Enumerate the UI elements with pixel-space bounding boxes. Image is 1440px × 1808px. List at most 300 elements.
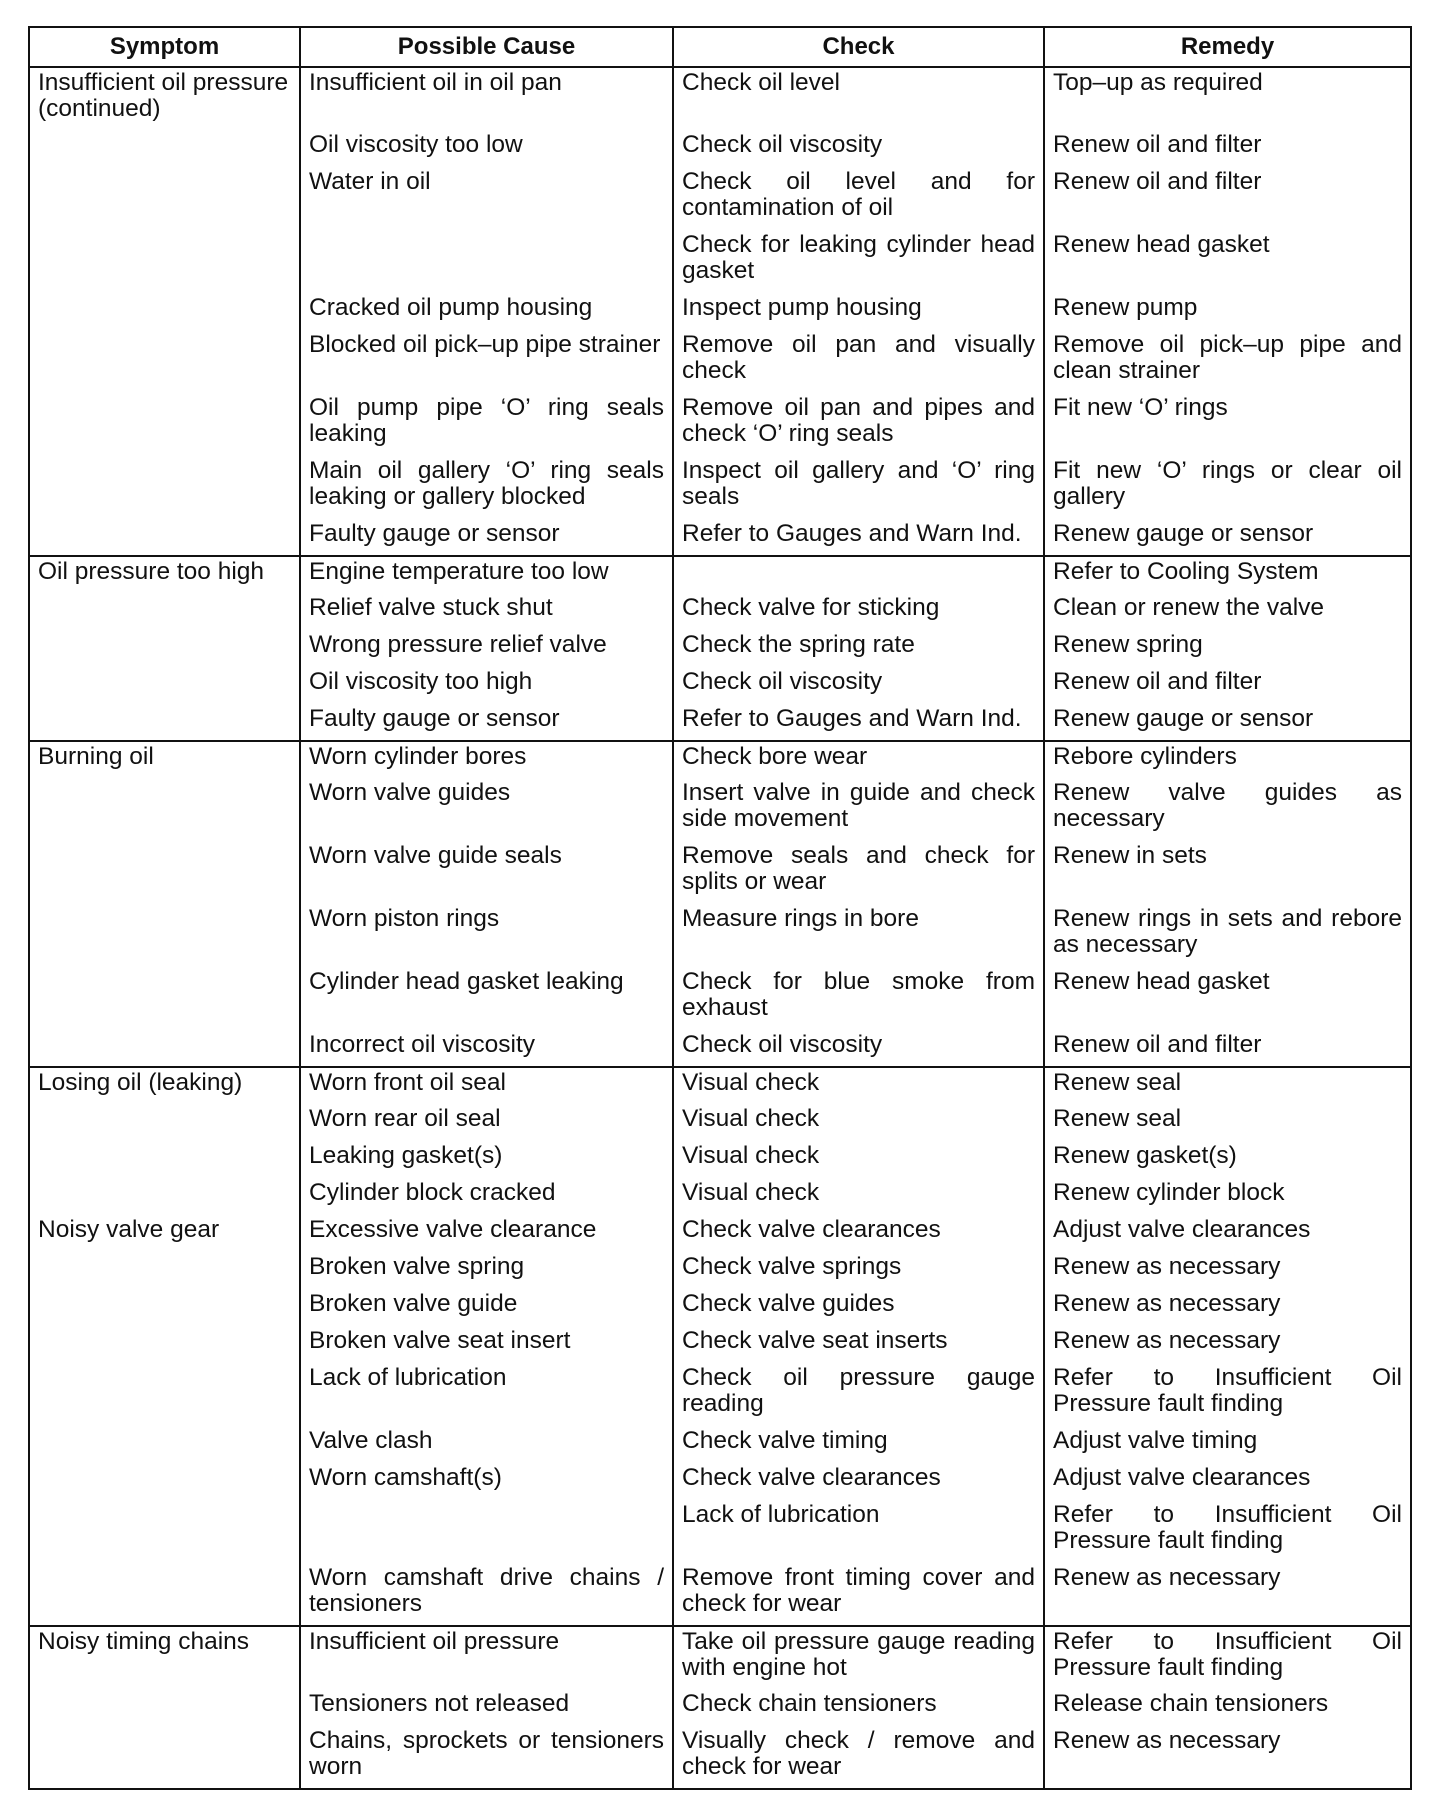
- possible-cause-cell: [300, 967, 673, 1030]
- symptom-cell-text: [38, 293, 291, 295]
- table-row: [29, 967, 1411, 1030]
- check-cell-text: Check for leaking cylinder head gasket: [682, 231, 1035, 284]
- symptom-cell: [29, 393, 300, 456]
- remedy-cell: [1044, 1178, 1411, 1215]
- remedy-cell-text: Renew head gasket: [1053, 968, 1270, 995]
- table-row: [29, 1626, 1411, 1689]
- possible-cause-cell: [300, 519, 673, 556]
- check-cell-text: Check valve clearances: [682, 1216, 941, 1243]
- remedy-cell-text: Renew as necessary: [1053, 1290, 1281, 1317]
- possible-cause-cell: [300, 1563, 673, 1626]
- possible-cause-cell: [300, 130, 673, 167]
- remedy-cell: [1044, 1326, 1411, 1363]
- table-row: [29, 1289, 1411, 1326]
- possible-cause-cell: [300, 1178, 673, 1215]
- check-cell-text: Check valve for sticking: [682, 594, 940, 621]
- symptom-cell-text: Losing oil (leaking): [38, 1069, 243, 1096]
- table-body: [29, 67, 1411, 1789]
- symptom-cell-text: [38, 167, 291, 169]
- check-cell-text: Check valve seat inserts: [682, 1327, 948, 1354]
- symptom-cell-text: [38, 1178, 291, 1180]
- possible-cause-cell: [300, 593, 673, 630]
- possible-cause-cell-text: Worn valve guide seals: [309, 842, 562, 869]
- remedy-cell: [1044, 130, 1411, 167]
- remedy-cell: [1044, 1689, 1411, 1726]
- remedy-cell-text: Renew head gasket: [1053, 231, 1270, 258]
- symptom-cell-text: [38, 1463, 291, 1465]
- check-cell-text: Check oil viscosity: [682, 131, 883, 158]
- check-cell: [673, 1215, 1044, 1252]
- check-cell: [673, 841, 1044, 904]
- possible-cause-cell-text: Chains, sprockets or tensioners worn: [309, 1727, 664, 1780]
- check-cell-text: Remove oil pan and visually check: [682, 331, 1035, 384]
- symptom-cell-text: [38, 230, 291, 232]
- symptom-cell: [29, 967, 300, 1030]
- remedy-cell-text: Rebore cylinders: [1053, 743, 1237, 770]
- check-cell-text: Check oil level: [682, 69, 840, 96]
- possible-cause-cell: [300, 556, 673, 593]
- symptom-cell-text: [38, 1363, 291, 1365]
- possible-cause-cell-text: Blocked oil pick–up pipe strainer: [309, 331, 661, 358]
- symptom-cell: [29, 593, 300, 630]
- possible-cause-cell-text: Cracked oil pump housing: [309, 294, 593, 321]
- table-row: [29, 1463, 1411, 1500]
- check-cell: [673, 1463, 1044, 1500]
- table-row: [29, 1500, 1411, 1563]
- symptom-cell-text: [38, 841, 291, 843]
- remedy-cell-text: Renew pump: [1053, 294, 1198, 321]
- possible-cause-cell-text: Leaking gasket(s): [309, 1142, 503, 1169]
- check-cell-text: Lack of lubrication: [682, 1501, 880, 1528]
- remedy-cell-text: Renew gauge or sensor: [1053, 520, 1314, 547]
- possible-cause-cell-text: Water in oil: [309, 168, 431, 195]
- check-cell: [673, 1104, 1044, 1141]
- remedy-cell: [1044, 1252, 1411, 1289]
- symptom-cell: [29, 704, 300, 741]
- possible-cause-cell: [300, 230, 673, 293]
- header-check: Check: [673, 27, 1044, 67]
- symptom-cell: [29, 1500, 300, 1563]
- remedy-cell: [1044, 593, 1411, 630]
- possible-cause-cell: [300, 293, 673, 330]
- remedy-cell: [1044, 1563, 1411, 1626]
- remedy-cell-text: Release chain tensioners: [1053, 1690, 1329, 1717]
- check-cell: [673, 330, 1044, 393]
- symptom-cell-text: [38, 1326, 291, 1328]
- symptom-cell-text: [38, 1689, 291, 1691]
- possible-cause-cell: [300, 456, 673, 519]
- possible-cause-cell-text: Broken valve seat insert: [309, 1327, 571, 1354]
- header-possible-cause: Possible Cause: [300, 27, 673, 67]
- possible-cause-cell-text: Worn piston rings: [309, 905, 500, 932]
- remedy-cell: [1044, 704, 1411, 741]
- possible-cause-cell-text: Oil viscosity too high: [309, 668, 533, 695]
- remedy-cell: [1044, 519, 1411, 556]
- check-cell: [673, 630, 1044, 667]
- remedy-cell: [1044, 1726, 1411, 1789]
- symptom-cell-text: [38, 393, 291, 395]
- check-cell: [673, 67, 1044, 130]
- check-cell-text: Check valve guides: [682, 1290, 895, 1317]
- table-row: [29, 1141, 1411, 1178]
- remedy-cell-text: Renew seal: [1053, 1105, 1182, 1132]
- check-cell-text: [682, 557, 1035, 559]
- remedy-cell-text: Renew oil and filter: [1053, 131, 1262, 158]
- possible-cause-cell: [300, 1030, 673, 1067]
- symptom-cell-text: [38, 778, 291, 780]
- check-cell: [673, 293, 1044, 330]
- remedy-cell: [1044, 1626, 1411, 1689]
- possible-cause-cell-text: Valve clash: [309, 1427, 433, 1454]
- table-row: [29, 593, 1411, 630]
- symptom-cell: [29, 1563, 300, 1626]
- symptom-cell-text: Noisy timing chains: [38, 1628, 250, 1655]
- possible-cause-cell: [300, 1141, 673, 1178]
- possible-cause-cell: [300, 704, 673, 741]
- symptom-cell: [29, 1726, 300, 1789]
- table-row: [29, 519, 1411, 556]
- table-row: [29, 841, 1411, 904]
- check-cell-text: Measure rings in bore: [682, 905, 919, 932]
- possible-cause-cell-text: [309, 230, 664, 232]
- symptom-cell: [29, 841, 300, 904]
- symptom-cell-text: [38, 330, 291, 332]
- symptom-cell-text: [38, 456, 291, 458]
- possible-cause-cell: [300, 330, 673, 393]
- remedy-cell: [1044, 330, 1411, 393]
- remedy-cell-text: Refer to Insufficient Oil Pressure fault finding: [1053, 1364, 1402, 1417]
- check-cell: [673, 1726, 1044, 1789]
- possible-cause-cell: [300, 1215, 673, 1252]
- possible-cause-cell-text: Main oil gallery ‘O’ ring seals leaking or gallery blocked: [309, 457, 664, 510]
- remedy-cell-text: Renew gasket(s): [1053, 1142, 1237, 1169]
- check-cell-text: Check valve springs: [682, 1253, 902, 1280]
- check-cell: [673, 393, 1044, 456]
- symptom-cell-text: [38, 1563, 291, 1565]
- symptom-cell: [29, 741, 300, 778]
- symptom-cell-text: [38, 1426, 291, 1428]
- symptom-cell-text: [38, 130, 291, 132]
- remedy-cell-text: Refer to Cooling System: [1053, 558, 1319, 585]
- check-cell-text: Visual check: [682, 1142, 820, 1169]
- remedy-cell: [1044, 1030, 1411, 1067]
- check-cell-text: Visual check: [682, 1105, 820, 1132]
- check-cell: [673, 1689, 1044, 1726]
- check-cell: [673, 778, 1044, 841]
- table-row: [29, 667, 1411, 704]
- symptom-cell: [29, 1178, 300, 1215]
- possible-cause-cell-text: Worn valve guides: [309, 779, 511, 806]
- check-cell-text: Refer to Gauges and Warn Ind.: [682, 520, 1022, 547]
- check-cell: [673, 1030, 1044, 1067]
- check-cell-text: Inspect oil gallery and ‘O’ ring seals: [682, 457, 1035, 510]
- check-cell-text: Check the spring rate: [682, 631, 915, 658]
- check-cell: [673, 1500, 1044, 1563]
- check-cell-text: Insert valve in guide and check side movement: [682, 779, 1035, 832]
- symptom-cell: [29, 330, 300, 393]
- symptom-cell-text: [38, 593, 291, 595]
- symptom-cell: [29, 1215, 300, 1252]
- check-cell: [673, 1141, 1044, 1178]
- possible-cause-cell-text: Tensioners not released: [309, 1690, 570, 1717]
- remedy-cell: [1044, 1215, 1411, 1252]
- symptom-cell: [29, 630, 300, 667]
- check-cell-text: Visual check: [682, 1069, 820, 1096]
- remedy-cell: [1044, 1104, 1411, 1141]
- check-cell: [673, 167, 1044, 230]
- possible-cause-cell: [300, 393, 673, 456]
- possible-cause-cell: [300, 1500, 673, 1563]
- possible-cause-cell: [300, 1426, 673, 1463]
- check-cell: [673, 1563, 1044, 1626]
- possible-cause-cell: [300, 778, 673, 841]
- possible-cause-cell-text: Insufficient oil pressure: [309, 1628, 560, 1655]
- symptom-cell: [29, 667, 300, 704]
- check-cell: [673, 1626, 1044, 1689]
- check-cell: [673, 1289, 1044, 1326]
- remedy-cell-text: Renew as necessary: [1053, 1253, 1281, 1280]
- remedy-cell-text: Adjust valve timing: [1053, 1427, 1258, 1454]
- remedy-cell: [1044, 778, 1411, 841]
- check-cell: [673, 456, 1044, 519]
- remedy-cell-text: Fit new ‘O’ rings or clear oil gallery: [1053, 457, 1402, 510]
- table-row: [29, 630, 1411, 667]
- check-cell: [673, 1178, 1044, 1215]
- symptom-cell: [29, 904, 300, 967]
- remedy-cell-text: Clean or renew the valve: [1053, 594, 1325, 621]
- table-row: [29, 778, 1411, 841]
- remedy-cell: [1044, 167, 1411, 230]
- possible-cause-cell: [300, 841, 673, 904]
- remedy-cell: [1044, 1463, 1411, 1500]
- table-row: [29, 556, 1411, 593]
- check-cell-text: Remove oil pan and pipes and check ‘O’ ring seals: [682, 394, 1035, 447]
- check-cell-text: Remove seals and check for splits or wear: [682, 842, 1035, 895]
- remedy-cell-text: Renew seal: [1053, 1069, 1182, 1096]
- symptom-cell: [29, 1363, 300, 1426]
- symptom-cell-text: [38, 667, 291, 669]
- symptom-cell-text: [38, 904, 291, 906]
- check-cell: [673, 704, 1044, 741]
- remedy-cell-text: Renew in sets: [1053, 842, 1207, 869]
- possible-cause-cell-text: Broken valve spring: [309, 1253, 525, 1280]
- check-cell-text: Visually check / remove and check for wear: [682, 1727, 1035, 1780]
- possible-cause-cell: [300, 1363, 673, 1426]
- symptom-cell: [29, 1141, 300, 1178]
- symptom-cell-text: [38, 1104, 291, 1106]
- symptom-cell-text: Oil pressure too high: [38, 558, 265, 585]
- possible-cause-cell: [300, 904, 673, 967]
- remedy-cell: [1044, 1141, 1411, 1178]
- symptom-cell-text: [38, 1289, 291, 1291]
- table-row: [29, 1726, 1411, 1789]
- table-row: [29, 167, 1411, 230]
- symptom-cell: [29, 67, 300, 130]
- table-row: [29, 456, 1411, 519]
- check-cell-text: Remove front timing cover and check for wear: [682, 1564, 1035, 1617]
- table-row: [29, 1363, 1411, 1426]
- symptom-cell-text: [38, 1726, 291, 1728]
- check-cell-text: Check for blue smoke from exhaust: [682, 968, 1035, 1021]
- check-cell-text: Check oil level and for contamination of oil: [682, 168, 1035, 221]
- table-row: [29, 1030, 1411, 1067]
- symptom-cell: [29, 1067, 300, 1104]
- header-remedy: Remedy: [1044, 27, 1411, 67]
- check-cell: [673, 1067, 1044, 1104]
- table-row: [29, 393, 1411, 456]
- symptom-cell-text: [38, 1500, 291, 1502]
- remedy-cell: [1044, 841, 1411, 904]
- check-cell: [673, 1326, 1044, 1363]
- possible-cause-cell-text: Faulty gauge or sensor: [309, 520, 560, 547]
- check-cell-text: Check oil viscosity: [682, 668, 883, 695]
- table-row: [29, 704, 1411, 741]
- symptom-cell: [29, 230, 300, 293]
- table-row: [29, 1326, 1411, 1363]
- check-cell: [673, 556, 1044, 593]
- possible-cause-cell: [300, 630, 673, 667]
- symptom-cell: [29, 1626, 300, 1689]
- remedy-cell-text: Renew oil and filter: [1053, 1031, 1262, 1058]
- symptom-cell: [29, 519, 300, 556]
- header-symptom: Symptom: [29, 27, 300, 67]
- remedy-cell-text: Renew oil and filter: [1053, 668, 1262, 695]
- table-row: [29, 1104, 1411, 1141]
- remedy-cell: [1044, 741, 1411, 778]
- check-cell: [673, 230, 1044, 293]
- check-cell: [673, 904, 1044, 967]
- check-cell-text: Inspect pump housing: [682, 294, 922, 321]
- symptom-cell: [29, 556, 300, 593]
- remedy-cell-text: Renew as necessary: [1053, 1564, 1281, 1591]
- check-cell: [673, 519, 1044, 556]
- possible-cause-cell-text: Oil pump pipe ‘O’ ring seals leaking: [309, 394, 664, 447]
- possible-cause-cell-text: Worn rear oil seal: [309, 1105, 501, 1132]
- check-cell: [673, 593, 1044, 630]
- check-cell-text: Refer to Gauges and Warn Ind.: [682, 705, 1022, 732]
- table-row: [29, 1563, 1411, 1626]
- possible-cause-cell-text: Worn camshaft drive chains / tensioners: [309, 1564, 664, 1617]
- possible-cause-cell-text: Faulty gauge or sensor: [309, 705, 560, 732]
- remedy-cell: [1044, 1289, 1411, 1326]
- possible-cause-cell: [300, 67, 673, 130]
- possible-cause-cell-text: Incorrect oil viscosity: [309, 1031, 536, 1058]
- possible-cause-cell: [300, 1104, 673, 1141]
- possible-cause-cell-text: Worn front oil seal: [309, 1069, 506, 1096]
- table-row: [29, 904, 1411, 967]
- table-row: [29, 1426, 1411, 1463]
- remedy-cell: [1044, 1426, 1411, 1463]
- check-cell: [673, 130, 1044, 167]
- check-cell-text: Check bore wear: [682, 743, 868, 770]
- remedy-cell-text: Fit new ‘O’ rings: [1053, 394, 1228, 421]
- remedy-cell: [1044, 556, 1411, 593]
- check-cell-text: Check oil viscosity: [682, 1031, 883, 1058]
- symptom-cell-text: [38, 630, 291, 632]
- remedy-cell-text: Renew valve guides as necessary: [1053, 779, 1402, 832]
- symptom-cell-text: [38, 704, 291, 706]
- remedy-cell-text: Renew oil and filter: [1053, 168, 1262, 195]
- fault-finding-table: [28, 26, 1412, 1790]
- remedy-cell-text: Renew spring: [1053, 631, 1203, 658]
- check-cell: [673, 1363, 1044, 1426]
- possible-cause-cell-text: Cylinder head gasket leaking: [309, 968, 624, 995]
- symptom-cell-text: [38, 1141, 291, 1143]
- remedy-cell: [1044, 230, 1411, 293]
- table-row: [29, 230, 1411, 293]
- check-cell: [673, 1426, 1044, 1463]
- remedy-cell-text: Adjust valve clearances: [1053, 1464, 1311, 1491]
- possible-cause-cell: [300, 1626, 673, 1689]
- check-cell: [673, 967, 1044, 1030]
- table-row: [29, 1178, 1411, 1215]
- check-cell-text: Check chain tensioners: [682, 1690, 937, 1717]
- possible-cause-cell: [300, 1463, 673, 1500]
- symptom-cell: [29, 1104, 300, 1141]
- table-row: [29, 130, 1411, 167]
- check-cell: [673, 741, 1044, 778]
- remedy-cell-text: Remove oil pick–up pipe and clean strainer: [1053, 331, 1402, 384]
- possible-cause-cell-text: Worn camshaft(s): [309, 1464, 502, 1491]
- symptom-cell: [29, 1326, 300, 1363]
- table-row: [29, 1689, 1411, 1726]
- possible-cause-cell-text: Excessive valve clearance: [309, 1216, 597, 1243]
- possible-cause-cell: [300, 1689, 673, 1726]
- possible-cause-cell-text: Cylinder block cracked: [309, 1179, 556, 1206]
- possible-cause-cell-text: Worn cylinder bores: [309, 743, 527, 770]
- table-row: [29, 293, 1411, 330]
- table-row: [29, 1067, 1411, 1104]
- check-cell-text: Visual check: [682, 1179, 820, 1206]
- possible-cause-cell-text: Oil viscosity too low: [309, 131, 523, 158]
- remedy-cell: [1044, 630, 1411, 667]
- symptom-cell-text: [38, 967, 291, 969]
- remedy-cell: [1044, 393, 1411, 456]
- symptom-cell-text: Noisy valve gear: [38, 1216, 220, 1243]
- remedy-cell-text: Adjust valve clearances: [1053, 1216, 1311, 1243]
- table-row: [29, 330, 1411, 393]
- possible-cause-cell: [300, 667, 673, 704]
- symptom-cell: [29, 293, 300, 330]
- table-row: [29, 1215, 1411, 1252]
- remedy-cell: [1044, 667, 1411, 704]
- remedy-cell: [1044, 967, 1411, 1030]
- possible-cause-cell: [300, 1726, 673, 1789]
- possible-cause-cell: [300, 1326, 673, 1363]
- remedy-cell-text: Renew cylinder block: [1053, 1179, 1285, 1206]
- check-cell-text: Take oil pressure gauge reading with engine hot: [682, 1628, 1035, 1681]
- possible-cause-cell: [300, 741, 673, 778]
- remedy-cell-text: Renew gauge or sensor: [1053, 705, 1314, 732]
- possible-cause-cell-text: Wrong pressure relief valve: [309, 631, 607, 658]
- symptom-cell: [29, 167, 300, 230]
- remedy-cell: [1044, 67, 1411, 130]
- check-cell-text: Check oil pressure gauge reading: [682, 1364, 1035, 1417]
- symptom-cell-text: [38, 1252, 291, 1254]
- possible-cause-cell: [300, 1067, 673, 1104]
- table-row: [29, 1252, 1411, 1289]
- possible-cause-cell-text: Broken valve guide: [309, 1290, 518, 1317]
- remedy-cell-text: Refer to Insufficient Oil Pressure fault finding: [1053, 1628, 1402, 1681]
- symptom-cell: [29, 1252, 300, 1289]
- table-row: [29, 741, 1411, 778]
- symptom-cell: [29, 130, 300, 167]
- check-cell-text: Check valve clearances: [682, 1464, 941, 1491]
- symptom-cell-text: [38, 1030, 291, 1032]
- symptom-cell-text: Burning oil: [38, 743, 154, 770]
- symptom-cell: [29, 1463, 300, 1500]
- remedy-cell: [1044, 293, 1411, 330]
